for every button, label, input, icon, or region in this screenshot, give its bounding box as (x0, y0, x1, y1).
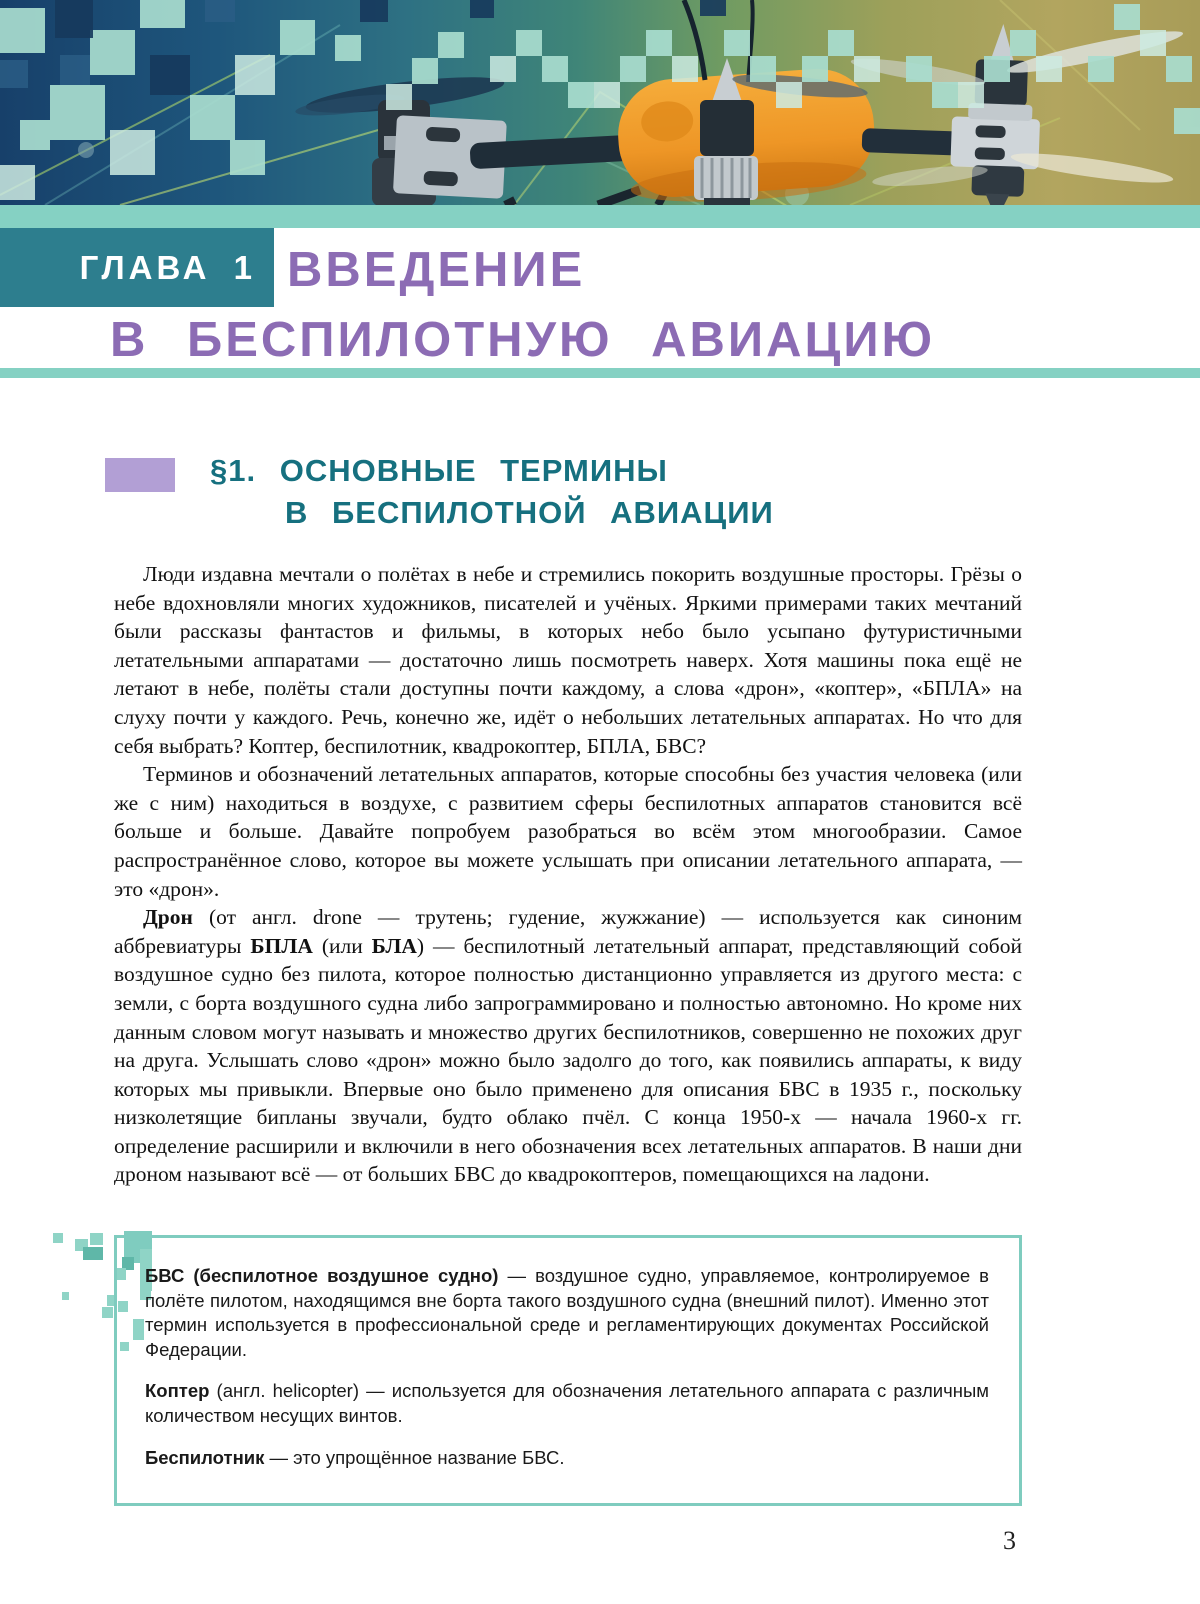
section-title-line1: §1. ОСНОВНЫЕ ТЕРМИНЫ (210, 453, 668, 488)
definition-box-wrapper (114, 1235, 1022, 1506)
chapter-number-box (0, 228, 274, 307)
paragraph-3: Дрон (от англ. drone — трутень; гудение, жужжание) — используется как синоним аббревиатуры БПЛА (или БЛА) — беспилотный летательный аппарат, представляющий собой воздушное судно без пилота, которое полностью дистанционно управляется из другого места: с земли, с борта воздушного судна либо запрограммировано и полностью автономно. Но кроме них данным словом могут называть и множество других беспилотников, совершенно не похожих друг на друга. Услышать слово «дрон» можно было задолго до того, как появились аппараты, к виду которых мы привыкли. Впервые оно было применено для описания БВС в 1935 г., поскольку низколетящие бипланы звучали, будто облако пчёл. С конца 1950-х — начала 1960-х гг. определение расширили и включили в него обозначения всех летательных аппаратов. В наши дни дроном называют всё — от больших БВС до квадрокоптеров, помещающихся на ладони. (114, 905, 1022, 1187)
pixel-decoration (102, 1307, 113, 1318)
pixel-decoration (83, 1247, 103, 1260)
drone-photo-illustration (0, 0, 1200, 205)
section-title-line2: В БЕСПИЛОТНОЙ АВИАЦИИ (285, 495, 774, 530)
section-heading (0, 450, 1200, 546)
lavender-block-decoration (105, 458, 175, 492)
teal-rule (0, 368, 1200, 378)
body-text (114, 560, 1022, 1189)
chapter-heading (0, 228, 1200, 378)
page-number: 3 (1003, 1526, 1016, 1556)
pixel-decoration (90, 1233, 103, 1245)
definition-bespilotnik: Беспилотник — это упрощённое название БВС. (145, 1446, 565, 1468)
pixel-decoration (62, 1292, 69, 1300)
chapter-header-image (0, 0, 1200, 205)
section-title (210, 450, 774, 534)
chapter-title-line1: ВВЕДЕНИЕ (287, 243, 586, 297)
paragraph-1: Люди издавна мечтали о полётах в небе и стремились покорить воздушные просторы. Грёзы о небе вдохновляли многих художников, писателей и учёных. Яркими примерами таких мечтаний были рассказы фантастов и фильмы, в которых небо было усыпано футуристичными летательными аппаратами — достаточно лишь посмотреть наверх. Хотя машины пока ещё не летают в небе, полёты стали доступны почти каждому, а слова «дрон», «коптер», «БПЛА» на слуху почти у каждого. Речь, конечно же, идёт о небольших летательных аппаратах. Но что для себя выбрать? Коптер, беспилотник, квадрокоптер, БПЛА, БВС? (114, 562, 1022, 758)
chapter-title-line2: В БЕСПИЛОТНУЮ АВИАЦИЮ (110, 313, 936, 367)
definition-copter: Коптер (англ. helicopter) — используется для обозначения летательного аппарата с различным количеством несущих винтов. (145, 1380, 989, 1427)
paragraph-2: Терминов и обозначений летательных аппаратов, которые способны без участия человека (или же с ним) находиться в воздухе, с развитием сферы беспилотных аппаратов становится всё больше и больше. Давайте попробуем разобраться во всём этом многообразии. Самое распространённое слово, которое вы можете услышать при описании летательного аппарата, — это «дрон». (114, 762, 1022, 901)
definition-box (114, 1235, 1022, 1506)
chapter-number-label: ГЛАВА 1 (79, 248, 256, 286)
pixel-decoration (53, 1233, 63, 1243)
teal-divider-band (0, 205, 1200, 228)
definition-bvs: БВС (беспилотное воздушное судно) — воздушное судно, управляемое, контролируемое в полёте пилотом, находящимся вне борта такого воздушного судна (внешний пилот). Именно этот термин используется в профессиональной среде и регламентирующих документах Российской Федерации. (145, 1265, 989, 1360)
